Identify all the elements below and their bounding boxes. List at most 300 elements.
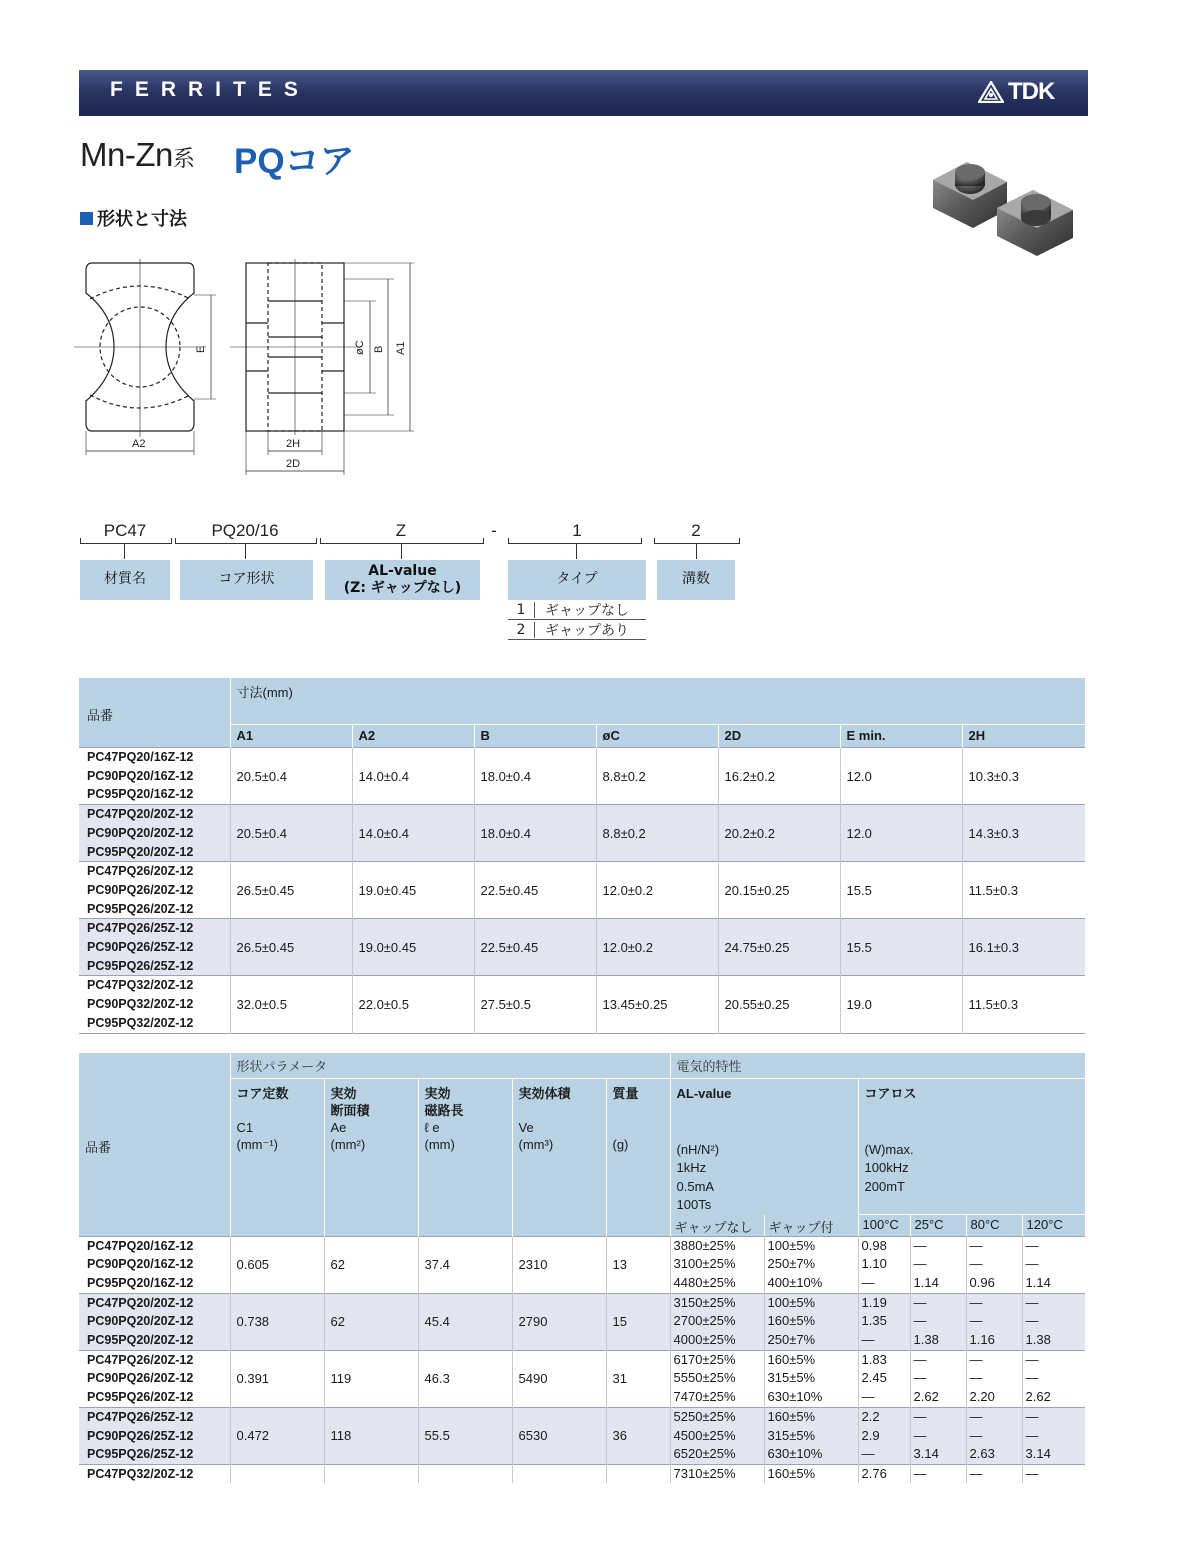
param-loss-unit: (W)max. — [864, 1141, 914, 1157]
dim-cell: 14.0±0.4 — [352, 748, 474, 805]
loss-value: — — [913, 1237, 927, 1253]
part-number: PC47PQ32/20Z-12 — [87, 978, 194, 993]
param-cell-t25 — [910, 1236, 966, 1293]
dim-row-parts — [79, 748, 230, 805]
dim-cell: 19.0±0.45 — [352, 862, 474, 919]
param-cell-al-nogap — [670, 1464, 764, 1483]
dim-row-parts — [79, 976, 230, 1033]
loss-value: — — [969, 1465, 983, 1481]
param-cell-c1: 0.738 — [230, 1293, 324, 1350]
loss-value: — — [861, 1332, 875, 1348]
part-number: PC47PQ26/25Z-12 — [87, 1409, 194, 1424]
code-bracket-material — [80, 538, 172, 544]
dim-row — [79, 919, 1085, 976]
title-prefix-text: Mn-Zn — [80, 136, 173, 173]
param-cell-ve: 2310 — [512, 1236, 606, 1293]
param-cell-t80 — [966, 1407, 1022, 1464]
loss-value: 0.96 — [969, 1274, 995, 1290]
dim-header-part: 品番 — [87, 708, 114, 724]
param-mass-unit: (g) — [612, 1137, 629, 1152]
part-number: PC95PQ26/25Z-12 — [87, 1447, 194, 1462]
al-value: 7310±25% — [673, 1465, 736, 1481]
param-cell-le: 46.3 — [418, 1350, 512, 1407]
core-half-right — [997, 190, 1073, 256]
param-col-al — [670, 1079, 858, 1215]
part-number: PC90PQ26/20Z-12 — [87, 1371, 194, 1386]
param-ae-label1: 実効 — [330, 1086, 357, 1101]
param-loss-label: コアロス — [864, 1086, 917, 1101]
param-row — [79, 1350, 1085, 1407]
al-value: 250±7% — [767, 1332, 816, 1348]
part-number: PC47PQ20/16Z-12 — [87, 750, 194, 764]
dim-cell: 15.5 — [840, 862, 962, 919]
param-c1-sym: C1 — [236, 1120, 254, 1135]
param-header-elec: 電気的特性 — [670, 1053, 1085, 1079]
label-e: E — [195, 345, 207, 353]
loss-value: — — [913, 1256, 927, 1272]
al-value: 3880±25% — [673, 1237, 736, 1253]
tdk-logo — [978, 78, 1054, 106]
dim-cell: 11.5±0.3 — [962, 976, 1085, 1033]
param-cell-c1: 0.391 — [230, 1350, 324, 1407]
loss-value: 1.14 — [1025, 1274, 1051, 1290]
loss-value: 2.62 — [1025, 1389, 1051, 1405]
param-cell-t80 — [966, 1236, 1022, 1293]
loss-value: 1.16 — [969, 1332, 995, 1348]
dim-col-2h: 2H — [962, 725, 1085, 748]
param-cell-mass: 31 — [606, 1350, 670, 1407]
loss-value: 0.98 — [861, 1237, 887, 1253]
al-value: 160±5% — [767, 1351, 816, 1367]
param-al-cond2: 0.5mA — [676, 1178, 715, 1194]
part-number: PC95PQ20/20Z-12 — [87, 1333, 194, 1348]
param-cell-t120 — [1022, 1464, 1085, 1483]
param-al-cond1: 1kHz — [676, 1160, 707, 1175]
param-loss-t25: 25°C — [910, 1215, 966, 1236]
al-value: 160±5% — [767, 1408, 816, 1424]
code-shape: PQ20/16 — [211, 521, 279, 540]
param-cell-c1: 0.605 — [230, 1236, 324, 1293]
code-box-al-sub: (Z: ギャップなし) — [343, 580, 462, 596]
loss-value: — — [913, 1351, 927, 1367]
part-number: PC47PQ20/20Z-12 — [87, 1295, 194, 1310]
dim-cell: 26.5±0.45 — [230, 919, 352, 976]
part-number: PC47PQ20/16Z-12 — [87, 1238, 194, 1253]
code-grooves: 2 — [691, 521, 701, 540]
param-cell-t120 — [1022, 1407, 1085, 1464]
param-loss-t120: 120°C — [1022, 1215, 1085, 1236]
al-value: 250±7% — [767, 1256, 816, 1272]
param-cell-ae: 119 — [324, 1350, 418, 1407]
al-value: 4480±25% — [673, 1274, 736, 1290]
part-number: PC90PQ26/20Z-12 — [87, 882, 194, 897]
loss-value: — — [969, 1237, 983, 1253]
part-number: PC95PQ26/20Z-12 — [87, 901, 194, 916]
param-ae-unit: (mm²) — [330, 1137, 366, 1152]
dim-cell: 20.15±0.25 — [718, 862, 840, 919]
part-number: PC90PQ20/20Z-12 — [87, 825, 194, 840]
param-cell-t100 — [858, 1464, 910, 1483]
dim-row-parts — [79, 805, 230, 862]
param-cell-ve: 5490 — [512, 1350, 606, 1407]
param-ae-label2: 断面積 — [330, 1103, 370, 1118]
param-al-unit: (nH/N²) — [676, 1141, 720, 1157]
code-bracket-al — [320, 538, 484, 544]
type-legend-row — [508, 600, 646, 620]
dim-cell: 26.5±0.45 — [230, 862, 352, 919]
dim-cell: 20.5±0.4 — [230, 748, 352, 805]
loss-value: 2.63 — [969, 1446, 995, 1462]
dim-cell: 19.0±0.45 — [352, 919, 474, 976]
loss-value: 2.2 — [861, 1408, 880, 1424]
part-number: PC95PQ26/25Z-12 — [87, 958, 194, 973]
param-ve-label: 実効体積 — [518, 1086, 571, 1101]
code-bracket-type — [508, 538, 642, 544]
loss-value: — — [969, 1351, 983, 1367]
section-heading — [80, 205, 187, 231]
loss-value: 1.83 — [861, 1351, 887, 1367]
dim-cell: 12.0±0.2 — [596, 919, 718, 976]
param-cell-ae — [324, 1464, 418, 1483]
param-header-shape: 形状パラメータ — [230, 1053, 670, 1079]
dim-cell: 16.1±0.3 — [962, 919, 1085, 976]
dim-row-parts — [79, 919, 230, 976]
dim-cell: 22.0±0.5 — [352, 976, 474, 1033]
loss-value: 1.10 — [861, 1256, 887, 1272]
al-value: 400±10% — [767, 1274, 823, 1290]
al-value: 100±5% — [767, 1237, 816, 1253]
param-loss-t80: 80°C — [966, 1215, 1022, 1236]
code-al: Z — [395, 521, 407, 540]
param-cell-t120 — [1022, 1293, 1085, 1350]
param-mass-label: 質量 — [612, 1086, 639, 1101]
param-col-ae — [324, 1079, 418, 1237]
dim-col-b: B — [474, 725, 596, 748]
code-stem-3 — [401, 544, 402, 559]
loss-value: — — [861, 1446, 875, 1462]
param-row — [79, 1464, 1085, 1483]
al-value: 160±5% — [767, 1465, 816, 1481]
part-number: PC90PQ26/25Z-12 — [87, 940, 194, 955]
loss-value: 1.38 — [1025, 1332, 1051, 1348]
param-cell-ae: 62 — [324, 1236, 418, 1293]
param-row-parts — [79, 1350, 230, 1407]
al-value: 6170±25% — [673, 1351, 736, 1367]
part-number: PC47PQ26/20Z-12 — [87, 1352, 194, 1367]
param-cell-t80 — [966, 1293, 1022, 1350]
pq-core-drawing — [70, 255, 430, 480]
al-value: 4000±25% — [673, 1332, 736, 1348]
param-cell-al-nogap — [670, 1236, 764, 1293]
loss-value: — — [1025, 1427, 1039, 1443]
param-row — [79, 1407, 1085, 1464]
dim-col-2d: 2D — [718, 725, 840, 748]
dim-row — [79, 862, 1085, 919]
loss-value: — — [1025, 1237, 1039, 1253]
type-legend-label: ギャップあり — [545, 622, 629, 639]
param-cell-c1 — [230, 1464, 324, 1483]
label-2d: 2D — [286, 458, 301, 470]
param-cell-t120 — [1022, 1236, 1085, 1293]
dim-cell: 8.8±0.2 — [596, 748, 718, 805]
param-ae-sym: Ae — [330, 1120, 347, 1135]
loss-value: — — [1025, 1294, 1039, 1310]
code-stem-5 — [696, 544, 697, 559]
code-stem-1 — [124, 544, 125, 559]
param-c1-label: コア定数 — [236, 1086, 289, 1101]
param-row-parts — [79, 1236, 230, 1293]
param-cell-al-gap — [764, 1350, 858, 1407]
label-oc: øC — [354, 340, 366, 355]
dim-cell: 14.0±0.4 — [352, 805, 474, 862]
param-col-ve — [512, 1079, 606, 1237]
param-cell-ae: 118 — [324, 1407, 418, 1464]
dim-cell: 22.5±0.45 — [474, 919, 596, 976]
part-number: PC95PQ20/16Z-12 — [87, 1275, 194, 1290]
loss-value: — — [1025, 1313, 1039, 1329]
dim-cell: 8.8±0.2 — [596, 805, 718, 862]
code-box-type — [508, 560, 646, 600]
param-cell-t25 — [910, 1464, 966, 1483]
label-b: B — [373, 345, 385, 353]
tdk-logo-text: TDK — [1008, 78, 1055, 105]
part-number: PC95PQ26/20Z-12 — [87, 1390, 194, 1405]
param-row — [79, 1293, 1085, 1350]
al-value: 5550±25% — [673, 1370, 736, 1386]
param-cell-al-gap — [764, 1464, 858, 1483]
param-cell-mass: 13 — [606, 1236, 670, 1293]
param-cell-mass: 36 — [606, 1407, 670, 1464]
loss-value: 3.14 — [913, 1446, 939, 1462]
param-col-le — [418, 1079, 512, 1237]
code-box-al-label: AL-value — [368, 562, 437, 579]
title-prefix — [80, 136, 194, 174]
dimension-table — [79, 678, 1085, 1034]
param-cell-le — [418, 1464, 512, 1483]
param-cell-al-gap — [764, 1293, 858, 1350]
loss-value: — — [913, 1313, 927, 1329]
code-type: 1 — [572, 521, 582, 540]
dim-cell: 20.55±0.25 — [718, 976, 840, 1033]
al-value: 2700±25% — [673, 1313, 736, 1329]
code-box-material — [80, 560, 170, 600]
param-cell-t100 — [858, 1407, 910, 1464]
loss-value: — — [861, 1274, 875, 1290]
code-stem-4 — [576, 544, 577, 559]
param-le-label1: 実効 — [424, 1086, 451, 1101]
dim-cell: 18.0±0.4 — [474, 748, 596, 805]
dim-cell: 13.45±0.25 — [596, 976, 718, 1033]
part-number: PC90PQ20/20Z-12 — [87, 1314, 194, 1329]
type-legend-no: 1 — [508, 602, 535, 618]
dim-row — [79, 976, 1085, 1033]
param-cell-le: 55.5 — [418, 1407, 512, 1464]
type-legend-row — [508, 620, 646, 640]
param-cell-al-gap — [764, 1407, 858, 1464]
param-cell-t100 — [858, 1350, 910, 1407]
loss-value: — — [1025, 1370, 1039, 1386]
dim-cell: 32.0±0.5 — [230, 976, 352, 1033]
dim-col-a1: A1 — [230, 725, 352, 748]
loss-value: — — [913, 1408, 927, 1424]
al-value: 100±5% — [767, 1294, 816, 1310]
param-table-clip — [79, 1053, 1086, 1483]
param-al-label: AL-value — [676, 1086, 732, 1101]
dim-cell: 22.5±0.45 — [474, 862, 596, 919]
al-value: 5250±25% — [673, 1408, 736, 1424]
param-col-mass — [606, 1079, 670, 1237]
loss-value: 2.62 — [913, 1389, 939, 1405]
dim-header-group: 寸法(mm) — [230, 678, 1085, 725]
param-cell-c1: 0.472 — [230, 1407, 324, 1464]
param-row-parts — [79, 1293, 230, 1350]
page-title: PQコア — [234, 142, 355, 181]
param-cell-le: 45.4 — [418, 1293, 512, 1350]
param-cell-t100 — [858, 1236, 910, 1293]
pq-core-photo — [925, 150, 1085, 260]
loss-value: 1.14 — [913, 1274, 939, 1290]
loss-value: 1.35 — [861, 1313, 887, 1329]
loss-value: 2.76 — [861, 1465, 887, 1481]
param-row-parts — [79, 1464, 230, 1483]
dim-cell: 12.0 — [840, 805, 962, 862]
al-value: 7470±25% — [673, 1389, 736, 1405]
loss-value: 3.14 — [1025, 1446, 1051, 1462]
al-value: 630±10% — [767, 1389, 823, 1405]
loss-value: — — [969, 1370, 983, 1386]
label-a1: A1 — [395, 341, 407, 355]
dim-cell: 19.0 — [840, 976, 962, 1033]
param-cell-al-nogap — [670, 1293, 764, 1350]
code-dash: - — [491, 521, 497, 540]
dim-row — [79, 805, 1085, 862]
part-number: PC90PQ26/25Z-12 — [87, 1428, 194, 1443]
param-col-loss — [858, 1079, 1085, 1215]
part-number: PC90PQ20/16Z-12 — [87, 1257, 194, 1272]
part-number: PC90PQ32/20Z-12 — [87, 997, 194, 1012]
code-box-material-label: 材質名 — [104, 571, 146, 588]
loss-value: — — [913, 1294, 927, 1310]
dim-cell: 27.5±0.5 — [474, 976, 596, 1033]
header-title: FERRITES — [110, 78, 310, 101]
param-loss-t100: 100°C — [858, 1215, 910, 1236]
dim-col-a2: A2 — [352, 725, 474, 748]
param-table — [79, 1053, 1085, 1483]
dim-col-oc: øC — [596, 725, 718, 748]
loss-value: — — [1025, 1465, 1039, 1481]
code-box-grooves-label: 溝数 — [682, 571, 710, 588]
param-cell-al-gap — [764, 1236, 858, 1293]
param-cell-t25 — [910, 1293, 966, 1350]
param-c1-unit: (mm⁻¹) — [236, 1137, 279, 1152]
param-cell-t80 — [966, 1464, 1022, 1483]
part-number: PC95PQ32/20Z-12 — [87, 1015, 194, 1030]
part-number: PC47PQ26/20Z-12 — [87, 864, 194, 879]
al-value: 3150±25% — [673, 1294, 736, 1310]
label-a2: A2 — [132, 438, 146, 450]
dim-cell: 10.3±0.3 — [962, 748, 1085, 805]
code-box-shape-label: コア形状 — [218, 571, 275, 588]
loss-value: 2.9 — [861, 1427, 880, 1443]
code-bracket-grooves — [654, 538, 740, 544]
dim-cell: 12.0±0.2 — [596, 862, 718, 919]
code-box-type-label: タイプ — [556, 571, 598, 588]
loss-value: 2.20 — [969, 1389, 995, 1405]
section-square-icon — [80, 212, 93, 225]
part-number: PC47PQ32/20Z-12 — [87, 1466, 194, 1481]
dim-col-emin: E min. — [840, 725, 962, 748]
al-value: 630±10% — [767, 1446, 823, 1462]
part-number: PC95PQ20/20Z-12 — [87, 844, 194, 859]
loss-value: — — [1025, 1351, 1039, 1367]
type-legend-label: ギャップなし — [545, 602, 629, 619]
section-heading-text: 形状と寸法 — [97, 209, 187, 230]
loss-value: 1.38 — [913, 1332, 939, 1348]
loss-value: — — [969, 1427, 983, 1443]
param-al-nogap-header: ギャップなし — [670, 1215, 764, 1236]
dim-cell: 20.5±0.4 — [230, 805, 352, 862]
tdk-logo-icon — [978, 81, 1004, 103]
al-value: 315±5% — [767, 1370, 816, 1386]
param-cell-t25 — [910, 1350, 966, 1407]
loss-value: — — [969, 1256, 983, 1272]
code-material: PC47 — [103, 521, 147, 540]
param-cell-ve — [512, 1464, 606, 1483]
loss-value: 2.45 — [861, 1370, 887, 1386]
loss-value: — — [1025, 1256, 1039, 1272]
dim-cell: 18.0±0.4 — [474, 805, 596, 862]
dim-cell: 14.3±0.3 — [962, 805, 1085, 862]
al-value: 6520±25% — [673, 1446, 736, 1462]
param-cell-le: 37.4 — [418, 1236, 512, 1293]
param-cell-t80 — [966, 1350, 1022, 1407]
loss-value: — — [861, 1389, 875, 1405]
core-half-left — [933, 162, 1007, 228]
loss-value: — — [1025, 1408, 1039, 1424]
dim-cell: 12.0 — [840, 748, 962, 805]
dim-cell: 24.75±0.25 — [718, 919, 840, 976]
param-le-sym: ℓ e — [424, 1120, 440, 1135]
param-ve-sym: Ve — [518, 1120, 534, 1135]
param-al-cond3: 100Ts — [676, 1197, 712, 1212]
param-le-unit: (mm) — [424, 1137, 455, 1152]
param-loss-cond2: 200mT — [864, 1178, 905, 1194]
code-box-grooves — [657, 560, 735, 600]
code-bracket-shape — [175, 538, 317, 544]
dim-cell: 11.5±0.3 — [962, 862, 1085, 919]
al-value: 315±5% — [767, 1427, 816, 1443]
loss-value: — — [913, 1465, 927, 1481]
param-cell-ve: 2790 — [512, 1293, 606, 1350]
type-legend-no: 2 — [508, 622, 535, 638]
param-cell-mass: 15 — [606, 1293, 670, 1350]
code-box-shape — [180, 560, 313, 600]
param-cell-ae: 62 — [324, 1293, 418, 1350]
param-cell-t100 — [858, 1293, 910, 1350]
dim-row — [79, 748, 1085, 805]
param-cell-t25 — [910, 1407, 966, 1464]
loss-value: 1.19 — [861, 1294, 887, 1310]
param-cell-al-nogap — [670, 1350, 764, 1407]
param-row-parts — [79, 1407, 230, 1464]
param-ve-unit: (mm³) — [518, 1137, 554, 1152]
dim-cell: 16.2±0.2 — [718, 748, 840, 805]
param-cell-al-nogap — [670, 1407, 764, 1464]
dim-cell: 20.2±0.2 — [718, 805, 840, 862]
param-header-part: 品番 — [85, 1139, 112, 1155]
param-cell-ve: 6530 — [512, 1407, 606, 1464]
al-value: 160±5% — [767, 1313, 816, 1329]
